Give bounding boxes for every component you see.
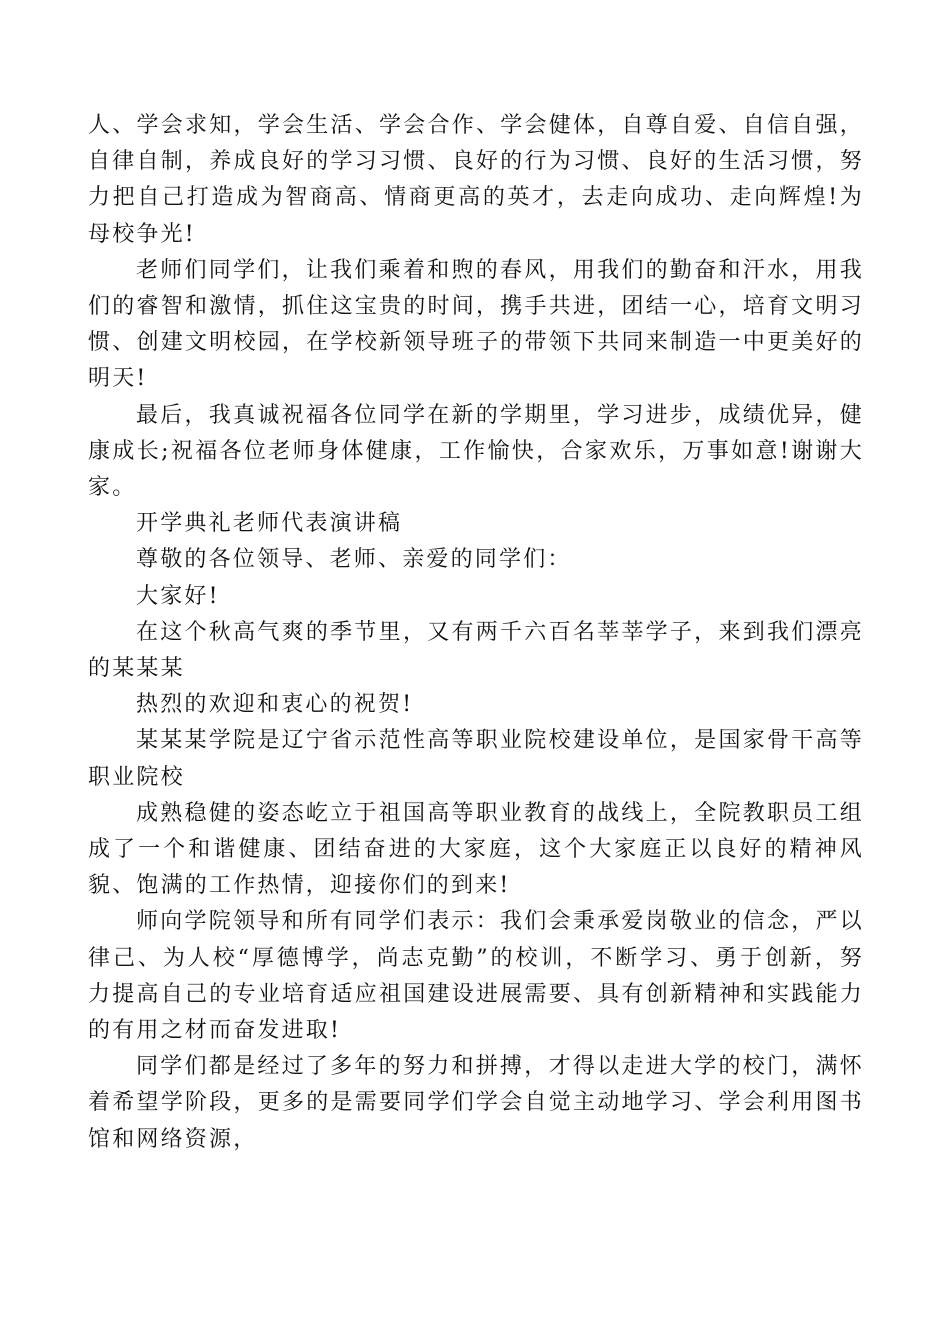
paragraph-appeal: 老师们同学们，让我们乘着和煦的春风，用我们的勤奋和汗水，用我们的睿智和激情，抓住这宝贵的时间，携手共进，团结一心，培育文明习惯、创建文明校园，在学校新领导班子的带领下共同来制造一中更美好的明天! [88,257,864,392]
paragraph-closing-wishes: 最后，我真诚祝福各位同学在新的学期里，学习进步，成绩优异，健康成长;祝福各位老师身体健康，工作愉快，合家欢乐，万事如意!谢谢大家。 [88,402,864,501]
paragraph-congratulations: 热烈的欢迎和衷心的祝贺! [136,692,414,718]
paragraph-welcome: 在这个秋高气爽的季节里，又有两千六百名莘莘学子，来到我们漂亮的某某某 [88,619,864,682]
document-page [88,108,864,1158]
paragraph-college-staff: 成熟稳健的姿态屹立于祖国高等职业教育的战线上，全院教职员工组成了一个和谐健康、团结奋进的大家庭，这个大家庭正以良好的精神风貌、饱满的工作热情，迎接你们的到来! [88,800,864,899]
paragraph-teacher-pledge: 师向学院领导和所有同学们表示：我们会秉承爱岗敬业的信念，严以律己、为人校“厚德博学，尚志克勤”的校训，不断学习、勇于创新，努力提高自己的专业培育适应祖国建设进展需要、具有创新精神和实践能力的有用之材而奋发进取! [88,909,864,1044]
paragraph-continuation: 人、学会求知，学会生活、学会合作、学会健体，自尊自爱、自信自强，自律自制，养成良好的学习习惯、良好的行为习惯、良好的生活习惯，努力把自己打造成为智商高、情商更高的英才，去走向成功、走向辉煌!为母校争光! [88,113,864,247]
salutation: 尊敬的各位领导、老师、亲爱的同学们： [136,547,572,573]
paragraph-college-intro: 某某某学院是辽宁省示范性高等职业院校建设单位，是国家骨干高等职业院校 [88,728,864,790]
greeting: 大家好! [136,583,220,609]
section-title: 开学典礼老师代表演讲稿 [136,511,403,537]
paragraph-students: 同学们都是经过了多年的努力和拼搏，才得以走进大学的校门，满怀着希望学阶段，更多的是需要同学们学会自觉主动地学习、学会利用图书馆和网络资源， [88,1054,864,1152]
